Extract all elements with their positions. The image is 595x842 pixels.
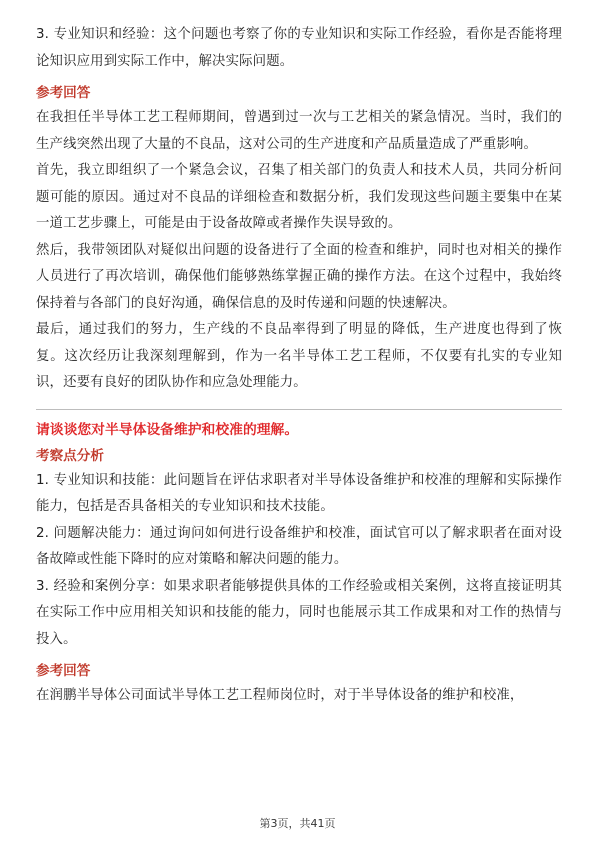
answer-paragraph: 在我担任半导体工艺工程师期间，曾遇到过一次与工艺相关的紧急情况。当时，我们的生产线突然出现了大量的不良品，这对公司的生产进度和产品质量造成了严重影响。 [36,110,562,152]
answer-paragraph: 在润鹏半导体公司面试半导体工艺工程师岗位时，对于半导体设备的维护和校准， [36,688,524,703]
answer-paragraph: 然后，我带领团队对疑似出问题的设备进行了全面的检查和维护，同时也对相关的操作人员进行了再次培训，确保他们能够熟练掌握正确的操作方法。在这个过程中，我始终保持着与各部门的良好沟通，确保信息的及时传递和问题的快速解决。 [36,242,562,311]
reference-answer-heading: 参考回答 [36,85,91,101]
reference-answer-heading: 参考回答 [36,663,91,679]
question-title: 请谈谈您对半导体设备维护和校准的理解。 [36,421,299,438]
question-intro-paragraph: 3. 专业知识和经验：这个问题也考察了你的专业知识和实际工作经验，看你是否能将理论知识应用到实际工作中，解决实际问题。 [36,27,562,69]
analysis-item: 1. 专业知识和技能：此问题旨在评估求职者对半导体设备维护和校准的理解和实际操作能力，包括是否具备相关的专业知识和技术技能。 [36,472,562,514]
page-number-footer: 第3页，共41页 [259,817,336,830]
answer-paragraph: 首先，我立即组织了一个紧急会议，召集了相关部门的负责人和技术人员，共同分析问题可能的原因。通过对不良品的详细检查和数据分析，我们发现这些问题主要集中在某一道工艺步骤上，可能是由于设备故障或者操作失误导致的。 [36,163,562,231]
section-divider [36,409,562,410]
analysis-item: 2. 问题解决能力：通过询问如何进行设备维护和校准，面试官可以了解求职者在面对设备故障或性能下降时的应对策略和解决问题的能力。 [36,525,562,567]
analysis-item: 3. 经验和案例分享：如果求职者能够提供具体的工作经验或相关案例，这将直接证明其在实际工作中应用相关知识和技能的能力，同时也能展示其工作成果和对工作的热情与投入。 [36,578,562,647]
analysis-heading: 考察点分析 [36,447,104,464]
answer-paragraph: 最后，通过我们的努力，生产线的不良品率得到了明显的降低，生产进度也得到了恢复。这次经历让我深刻理解到，作为一名半导体工艺工程师，不仅要有扎实的专业知识，还要有良好的团队协作和应急处理能力。 [36,322,562,390]
page-content [36,22,562,710]
